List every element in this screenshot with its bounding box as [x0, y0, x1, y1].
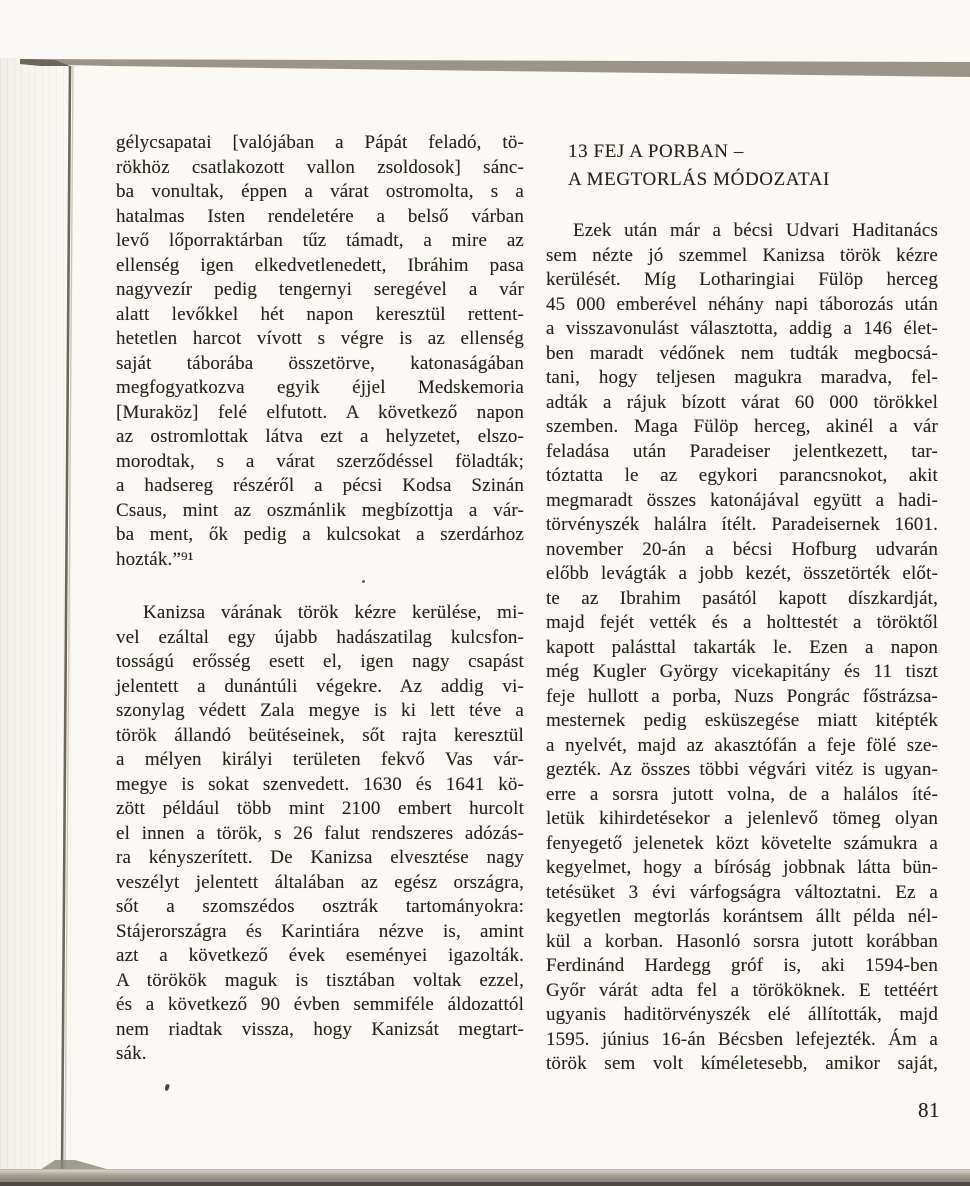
ink-speck: [164, 1084, 170, 1092]
left-page-margin-shading: [0, 58, 72, 1170]
bottom-page-edge: [0, 1169, 970, 1186]
text-line: kapott palásttal takarták le. Ezen a napon: [546, 636, 938, 658]
right-text-column: [546, 138, 938, 1077]
text-line: 13 FEJ A PORBAN –: [568, 141, 744, 162]
text-line: kegyetlen megtorlás korántsem állt példa nél-: [546, 906, 938, 927]
text-line: nem riadtak vissza, hogy Kanizsát megtart-: [116, 1018, 524, 1040]
text-line: ben maradt védőnek nem tudták megbocsá-: [546, 342, 938, 364]
text-line: fenyegető jelenetek közt követelte számukra a: [546, 832, 938, 854]
text-line: a hadsereg részéről a pécsi Kodsa Szinán: [116, 475, 524, 496]
text-line: veszélyt jelentett általában az egész országra,: [116, 871, 524, 893]
text-line: mesternek pedig esküszegése miatt kitépték: [546, 710, 938, 731]
text-line: sem nézte jó szemmel Kanizsa török kézre: [546, 244, 938, 266]
text-line: Stájerországra és Karintiára nézve is, amint: [116, 920, 524, 942]
text-line: török állandó beütéseinek, sőt rajta keresztül: [116, 724, 524, 746]
section-heading: [546, 138, 938, 193]
body-paragraph: [546, 219, 938, 1077]
text-line: hetetlen harcot vívott s végre is az ellenség: [116, 328, 524, 349]
text-line: A törökök maguk is tisztában voltak ezzel,: [116, 969, 524, 991]
text-line: előbb levágták a jobb kezét, összetörték előt-: [546, 563, 938, 584]
text-line: a nyelvét, majd az akasztófán a feje fölé sze-: [546, 734, 938, 756]
text-line: A MEGTORLÁS MÓDOZATAI: [568, 168, 830, 190]
text-line: zött például több mint 2100 embert hurcolt: [116, 798, 524, 819]
text-line: jelentett a dunántúli végekre. Az addig vi-: [116, 675, 524, 697]
top-page-edge: [20, 59, 970, 77]
text-line: 1595. június 16-án Bécsben lefejezték. Ám a: [546, 1028, 938, 1050]
text-line: még Kugler György vicekapitány és 11 tiszt: [546, 661, 938, 682]
text-line: levő lőporraktárban tűz támadt, a mire az: [116, 230, 524, 251]
text-line: kül a korban. Hasonló sorsra jutott korábban: [546, 930, 938, 952]
page-number: 81: [918, 1098, 940, 1122]
text-line: majd fejét vették és a holttestét a töröktől: [546, 612, 938, 633]
text-line: letük kihirdetésekor a jelenlevő tömeg olyan: [546, 808, 938, 829]
left-text-column: [116, 131, 524, 1067]
text-line: tosságú erősség esett el, igen nagy csapást: [116, 651, 524, 672]
text-line: hozták.”⁹¹: [116, 548, 194, 570]
text-line: morodtak, s a várat szerződéssel föladták;: [116, 450, 524, 472]
text-line: kegyelmet, hogy a bíróság jobbnak látta bün-: [546, 857, 938, 878]
text-line: saját táborába összetörve, katonaságában: [116, 352, 524, 374]
text-line: Kanizsa várának török kézre kerülése, mi-: [143, 602, 524, 623]
text-line: az ostromlottak látva ezt a helyzetet, elszo-: [116, 426, 524, 447]
text-line: el innen a török, s 26 falut rendszeres adózás-: [116, 822, 524, 844]
text-line: nagyvezír pedig tengernyi seregével a vár: [116, 279, 524, 300]
text-line: tóztatta le az egykori parancsnokot, akit: [546, 465, 938, 486]
text-line: ba ment, ők pedig a kulcsokat a szerdárhoz: [116, 524, 524, 545]
text-line: gezték. Az összes többi végvári vitéz is ugyan-: [546, 759, 938, 780]
text-line: szemben. Maga Fülöp herceg, akinél a vár: [546, 416, 938, 437]
text-line: hatalmas Isten rendeletére a belső várban: [116, 205, 524, 227]
text-line: ugyanis haditörvényszék elé állították, majd: [546, 1004, 938, 1025]
text-line: feje hullott a porba, Nuzs Pongrác főstrázsa-: [546, 685, 938, 707]
text-line: sőt a szomszédos osztrák tartományokra:: [116, 896, 524, 917]
bottom-page-edge-dark-line: [0, 1182, 970, 1186]
text-line: és a következő 90 évben semmiféle áldozattól: [116, 994, 524, 1015]
text-line: ellenség igen elkedvetlenedett, Ibráhim pasa: [116, 254, 524, 276]
text-line: vel ezáltal egy újabb hadászatilag kulcsfon-: [116, 626, 524, 648]
text-line: azt a következő évek eseményei igazolták.: [116, 945, 524, 966]
text-line: alatt levőkkel hét napon keresztül rettent-: [116, 303, 524, 325]
text-line: Ezek után már a bécsi Udvari Haditanács: [573, 220, 938, 241]
body-paragraph-quote: [116, 131, 524, 572]
text-line: a visszavonulást választotta, addig a 146 élet-: [546, 318, 938, 339]
text-line: feladása után Paradeiser jelentkezett, tar-: [546, 440, 938, 462]
text-line: november 20-án a bécsi Hofburg udvarán: [546, 538, 938, 560]
text-line: megye is sokat szenvedett. 1630 és 1641 kö-: [116, 773, 524, 795]
text-line: megfogyatkozva egyik éjjel Medskemoria: [116, 377, 524, 398]
text-line: 45 000 emberével néhány napi táborozás után: [546, 293, 938, 315]
text-line: megmaradt összes katonájával együtt a hadi-: [546, 489, 938, 511]
text-line: [Muraköz] felé elfutott. A következő napon: [116, 401, 524, 423]
text-line: kerülését. Míg Lotharingiai Fülöp herceg: [546, 269, 938, 290]
text-line: ba vonultak, éppen a várat ostromolta, s a: [116, 181, 524, 202]
text-line: sák.: [116, 1043, 147, 1064]
text-line: ra kényszerített. De Kanizsa elvesztése nagy: [116, 847, 524, 868]
text-line: szonylag védett Zala megye is ki lett téve a: [116, 700, 524, 721]
text-line: Ferdinánd Hardegg gróf is, aki 1594-ben: [546, 955, 938, 976]
text-line: tetésüket 3 évi várfogságra változtatni. Ez a: [546, 881, 938, 903]
text-line: Győr várát adta fel a törököknek. E tettéért: [546, 979, 938, 1001]
text-line: törvényszék halálra ítélt. Paradeisernek 1601.: [546, 514, 938, 535]
text-line: adták a rájuk bízott várat 60 000 törökkel: [546, 391, 938, 413]
body-paragraph: [116, 601, 524, 1067]
text-line: a mélyen királyi területen fekvő Vas vár-: [116, 749, 524, 770]
text-line: török sem volt kíméletesebb, amikor saját,: [546, 1053, 938, 1074]
text-line: gélycsapatai [valójában a Pápát feladó, tö-: [116, 132, 524, 153]
text-line: rökhöz csatlakozott vallon zsoldosok] sánc-: [116, 156, 524, 178]
text-line: tani, hogy teljesen magukra maradva, fel-: [546, 367, 938, 388]
text-line: te az Ibrahim pasától kapott díszkardját,: [546, 587, 938, 609]
text-line: Csaus, mint az oszmánlik megbízottja a vár-: [116, 499, 524, 521]
text-line: erre a sorsra jutott volna, de a halálos íté-: [546, 783, 938, 805]
